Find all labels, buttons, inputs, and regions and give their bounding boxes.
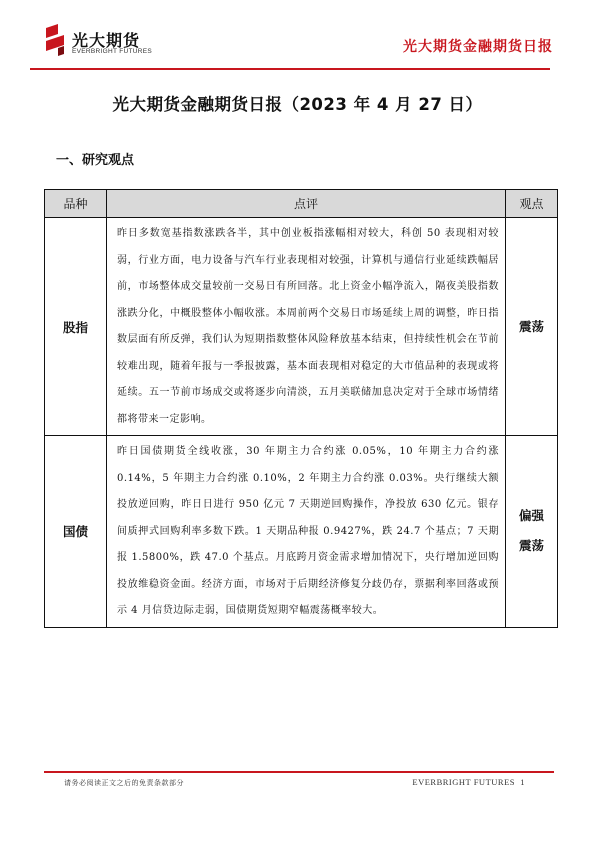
view-label: 震荡	[518, 318, 544, 334]
section-heading: 一、研究观点	[56, 153, 135, 168]
column-header-variety: 品种	[45, 190, 107, 218]
logo-english-name: EVERBRIGHT FUTURES	[72, 48, 153, 55]
row-view-treasury-bond	[506, 436, 558, 628]
column-header-comment: 点评	[107, 190, 506, 218]
table-header-row	[45, 190, 558, 218]
footer-company-page	[412, 777, 525, 787]
footer-disclaimer: 请务必阅读正文之后的免责条款部分	[64, 779, 184, 787]
logo-chinese-name: 光大期货	[72, 31, 141, 50]
row-comment-treasury-bond: 昨日国债期货全线收涨，30 年期主力合约涨 0.05%，10 年期主力合约涨 0.14%，5 年期主力合约涨 0.10%，2 年期主力合约涨 0.03%。央行继续大额投放逆回购，昨日日进行 950 亿元 7 天期逆回购操作，净投放 630 亿元。银存间质押式回购利率多数下跌。1 天期品种报 0.9427%，跌 24.7 个基点；7 天期报 1.5800%，跌 47.0 个基点。月底跨月资金需求增加情况下，央行增加逆回购投放维稳资金面。经济方面，市场对于后期经济修复分歧仍存，票据利率回落或预示 4 月信贷边际走弱，国债期货短期窄幅震荡概率较大。	[107, 436, 506, 628]
document-title: 光大期货金融期货日报（2023 年 4 月 27 日）	[112, 95, 483, 114]
everbright-logo-icon	[44, 24, 66, 56]
page-number: 1	[520, 777, 525, 787]
view-label: 震荡	[518, 538, 544, 554]
footer-company: EVERBRIGHT FUTURES	[412, 777, 515, 787]
row-variety-treasury-bond: 国债	[45, 436, 107, 628]
view-label: 偏强	[518, 508, 544, 524]
footer-divider	[44, 771, 554, 773]
header-divider	[30, 68, 550, 70]
research-views-table	[44, 189, 557, 628]
column-header-view: 观点	[506, 190, 558, 218]
report-name: 光大期货金融期货日报	[403, 39, 553, 55]
row-comment-stock-index: 昨日多数宽基指数涨跌各半，其中创业板指涨幅相对较大，科创 50 表现相对较弱，行业方面，电力设备与汽车行业表现相对较强，计算机与通信行业延续跌幅居前，市场整体成交量较前一交易日有所回落。北上资金小幅净流入，隔夜美股指数涨跌分化，中概股整体小幅收涨。本周前两个交易日市场延续上周的调整，昨日指数层面有所反弹，我们认为短期指数整体风险释放基本结束，但持续性机会在节前较难出现，随着年报与一季报披露，基本面表现相对稳定的大市值品种的表现或将延续。五一节前市场成交或将逐步向清淡，五月美联储加息决定对于全球市场情绪都将带来一定影响。	[107, 218, 506, 436]
row-view-stock-index	[506, 218, 558, 436]
table-row	[45, 218, 558, 436]
table-row	[45, 436, 558, 628]
page-header	[0, 0, 595, 70]
row-variety-stock-index: 股指	[45, 218, 107, 436]
